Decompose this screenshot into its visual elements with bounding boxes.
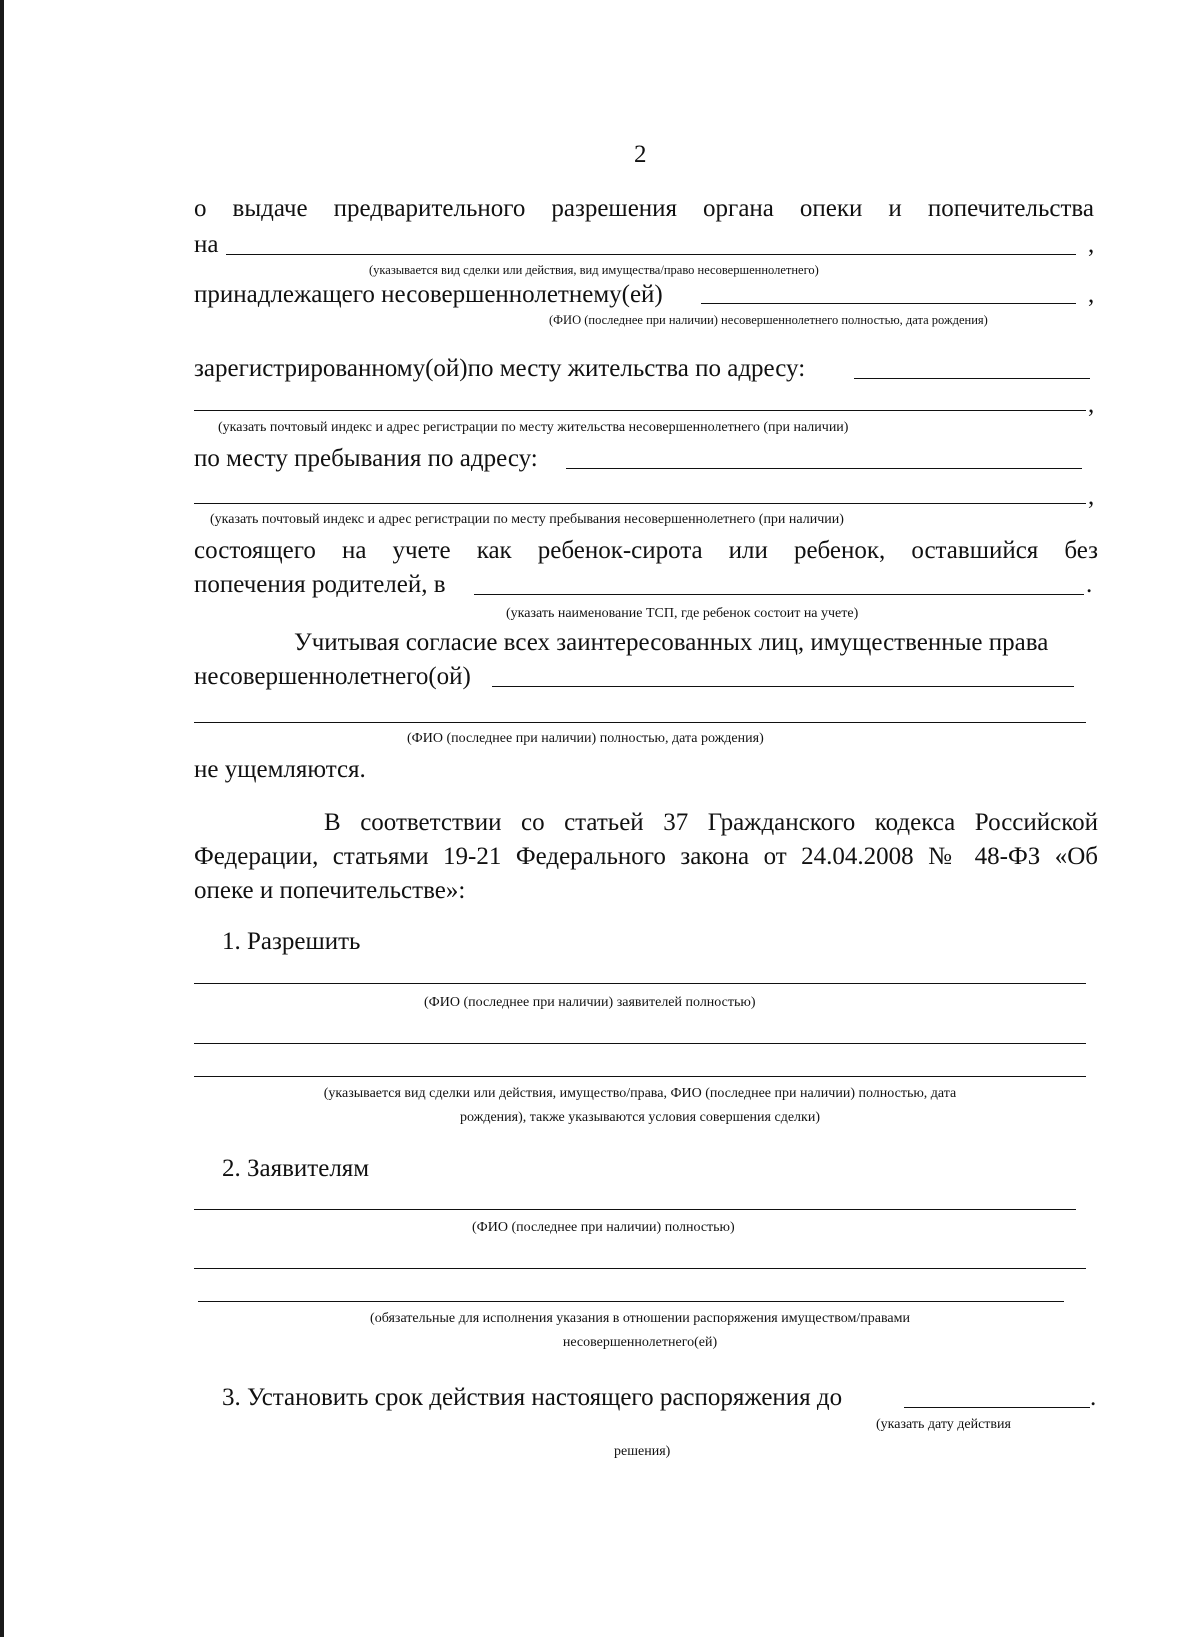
hint-expiry-date-2: решения) [614,1444,671,1459]
hint-expiry-date-1: (указать дату действия [876,1417,1011,1432]
hint-minor-name-2: (ФИО (последнее при наличии) полностью, дата рождения) [407,731,764,746]
hint-stay-address: (указать почтовый индекс и адрес регистрации по месту пребывания несовершеннолетнего (при наличии) [210,512,844,527]
blank-expiry-date[interactable] [904,1407,1090,1408]
p2-line1: Учитывая согласие всех заинтересованных лиц, имущественные права [294,629,1049,656]
hint-minor-name: (ФИО (последнее при наличии) несовершеннолетнего полностью, дата рождения) [549,313,988,327]
item3-suffix: . [1090,1384,1097,1411]
blank-minor-name-2b[interactable] [194,722,1086,723]
p3-line2: Федерации, статьями 19-21 Федерального закона от 24.04.2008 № 48-ФЗ «Об [194,843,1098,870]
p1-line1: о выдаче предварительного разрешения органа опеки и попечительства [194,195,1094,222]
page-number: 2 [634,141,647,168]
p1-line2-suffix: , [1088,231,1095,258]
p1-line5-suffix: , [1088,391,1095,418]
blank-applicants[interactable] [194,983,1086,984]
p3-line1: В соответствии со статьей 37 Гражданского кодекса Российской [324,809,1098,836]
blank-stay-address-1[interactable] [566,468,1082,469]
hint-registration-address: (указать почтовый индекс и адрес регистрации по месту жительства несовершеннолетнего (при наличии) [218,420,849,435]
p1-line3: принадлежащего несовершеннолетнему(ей) [194,281,663,308]
blank-minor-name[interactable] [701,303,1076,304]
blank-registration-address-1[interactable] [854,378,1090,379]
blank-deal-type[interactable] [226,254,1076,255]
hint-deal-details-2: рождения), также указываются условия совершения сделки) [460,1110,820,1125]
p1-line8: состоящего на учете как ребенок-сирота или ребенок, оставшийся без [194,537,1098,564]
p1-line9: попечения родителей, в [194,571,446,598]
hint-applicants: (ФИО (последнее при наличии) заявителей полностью) [424,995,756,1010]
item1-label: 1. Разрешить [222,928,361,955]
blank-stay-address-2[interactable] [194,503,1086,504]
p1-line7-suffix: , [1088,483,1095,510]
p1-line3-suffix: , [1088,281,1095,308]
hint-applicants-2: (ФИО (последнее при наличии) полностью) [472,1220,735,1235]
p2-line2: несовершеннолетнего(ой) [194,663,471,690]
item3-label: 3. Установить срок действия настоящего распоряжения до [222,1384,843,1411]
hint-instructions-1: (обязательные для исполнения указания в отношении распоряжения имуществом/правами [370,1311,910,1326]
hint-tsp-name: (указать наименование ТСП, где ребенок состоит на учете) [506,606,859,621]
p1-line2-prefix: на [194,231,219,258]
hint-deal-type: (указывается вид сделки или действия, вид имущества/право несовершеннолетнего) [369,263,819,277]
blank-instructions-2[interactable] [198,1301,1064,1302]
blank-deal-details-1[interactable] [194,1043,1086,1044]
p1-line4: зарегистрированному(ой)по месту жительства по адресу: [194,355,806,382]
blank-minor-name-2a[interactable] [492,686,1074,687]
blank-instructions-1[interactable] [194,1268,1086,1269]
hint-instructions-2: несовершеннолетнего(ей) [562,1335,718,1350]
blank-deal-details-2[interactable] [194,1076,1086,1077]
p2-line3: не ущемляются. [194,756,366,783]
blank-applicants-2[interactable] [194,1209,1076,1210]
p3-line3: опеке и попечительстве»: [194,877,466,904]
hint-deal-details-1: (указывается вид сделки или действия, имущество/права, ФИО (последнее при наличии) полностью, дата [323,1086,957,1101]
p1-line6: по месту пребывания по адресу: [194,445,538,472]
blank-tsp-name[interactable] [474,594,1084,595]
blank-registration-address-2[interactable] [194,410,1086,411]
item2-label: 2. Заявителям [222,1155,370,1182]
p1-line9-suffix: . [1086,571,1093,598]
